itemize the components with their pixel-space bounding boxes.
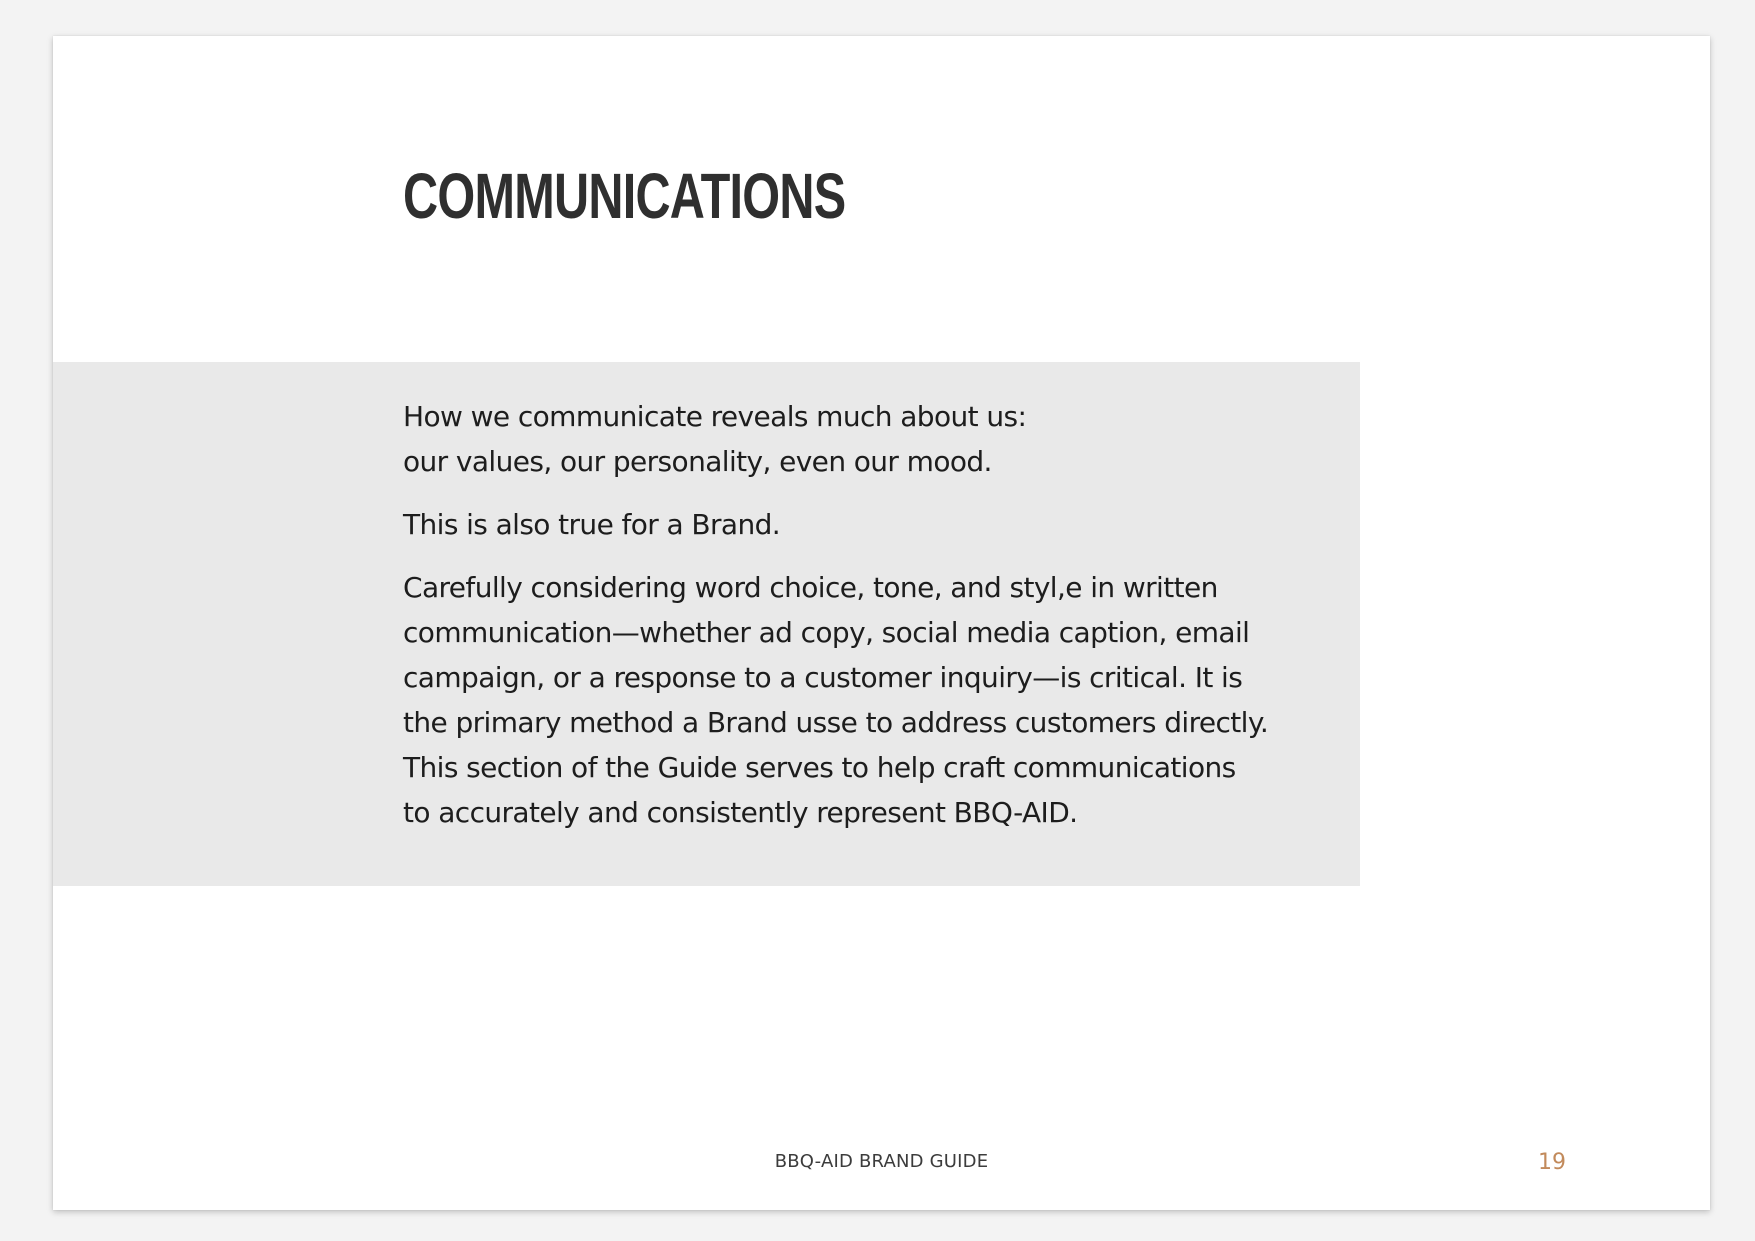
intro-line-2: our values, our personality, even our mood. bbox=[403, 445, 992, 478]
document-page bbox=[53, 36, 1710, 1210]
footer-guide-title: BBQ-AID BRAND GUIDE bbox=[774, 1151, 989, 1172]
paragraph-line-1: Carefully considering word choice, tone, and styl,e in written bbox=[403, 571, 1218, 604]
intro-body bbox=[403, 394, 1323, 835]
intro-panel bbox=[53, 362, 1360, 886]
paragraph-line-3: campaign, or a response to a customer inquiry—is critical. It is bbox=[403, 661, 1243, 694]
paragraph-brand: This is also true for a Brand. bbox=[403, 508, 781, 541]
paragraph-line-6: to accurately and consistently represent BBQ-AID. bbox=[403, 796, 1078, 829]
intro-line-1: How we communicate reveals much about us: bbox=[403, 400, 1027, 433]
paragraph-line-4: the primary method a Brand usse to address customers directly. bbox=[403, 706, 1269, 739]
paragraph-line-5: This section of the Guide serves to help craft communications bbox=[403, 751, 1236, 784]
page-number: 19 bbox=[1538, 1150, 1566, 1175]
paragraph-line-2: communication—whether ad copy, social media caption, email bbox=[403, 616, 1250, 649]
page-title: COMMUNICATIONS bbox=[403, 160, 846, 232]
page-footer bbox=[53, 1147, 1710, 1177]
